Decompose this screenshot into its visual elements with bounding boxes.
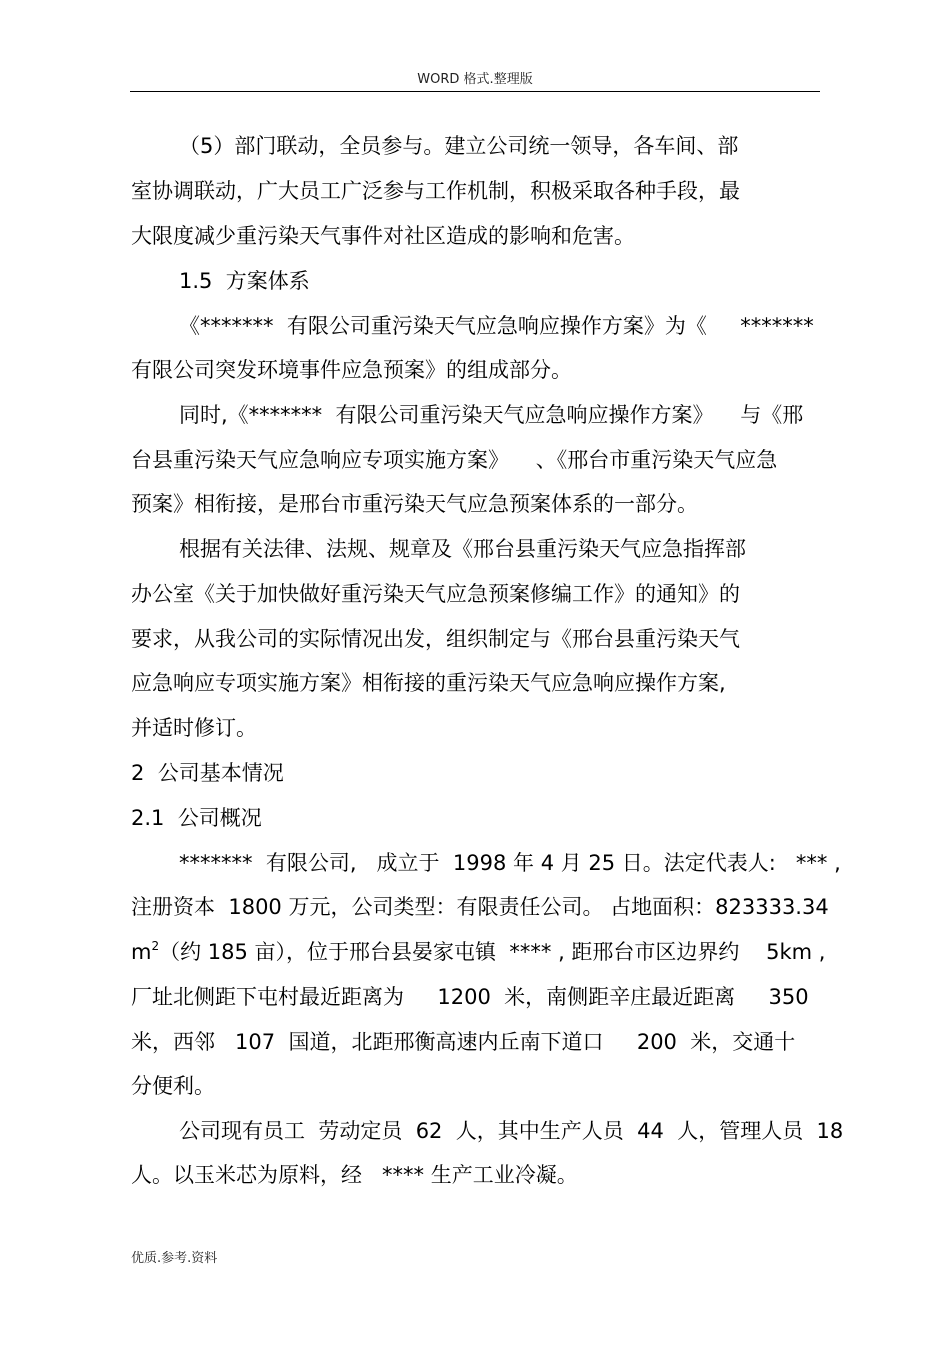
- area-unit-superscript: 2: [151, 939, 160, 953]
- paragraph-line: 室协调联动，广大员工广泛参与工作机制，积极采取各种手段，最: [131, 179, 740, 203]
- paragraph-line: 同时,《******* 有限公司重污染天气应急响应操作方案》 与《邢: [179, 403, 804, 427]
- paragraph-line-text: （约 185 亩），位于邢台县晏家屯镇 **** , 距邢台市区边界约 5km ,: [159, 940, 826, 964]
- section-heading: 2 公司基本情况: [131, 761, 284, 785]
- paragraph-line: 厂址北侧距下屯村最近距离为 1200 米，南侧距辛庄最近距离 350: [131, 985, 809, 1009]
- section-heading: 1.5 方案体系: [179, 269, 310, 293]
- page-footer: 优质.参考.资料: [131, 1251, 218, 1266]
- paragraph-line: 台县重污染天气应急响应专项实施方案》 、《邢台市重污染天气应急: [131, 448, 778, 472]
- paragraph-line: 注册资本 1800 万元，公司类型：有限责任公司。 占地面积：823333.34: [131, 895, 829, 919]
- paragraph-line: 应急响应专项实施方案》相衔接的重污染天气应急响应操作方案,: [131, 671, 726, 695]
- paragraph-line: 大限度减少重污染天气事件对社区造成的影响和危害。: [131, 224, 635, 248]
- paragraph-line: 办公室《关于加快做好重污染天气应急预案修编工作》的通知》的: [131, 582, 740, 606]
- paragraph-line: 《******* 有限公司重污染天气应急响应操作方案》为《 *******: [179, 314, 814, 338]
- paragraph-line: 分便利。: [131, 1074, 215, 1098]
- paragraph-line: （5）部门联动，全员参与。建立公司统一领导，各车间、部: [179, 134, 739, 158]
- paragraph-line: [131, 938, 825, 966]
- paragraph-line: 要求，从我公司的实际情况出发，组织制定与《邢台县重污染天气: [131, 627, 740, 651]
- subsection-heading: 2.1 公司概况: [131, 806, 262, 830]
- paragraph-line: 并适时修订。: [131, 716, 257, 740]
- paragraph-line: 有限公司突发环境事件应急预案》的组成部分。: [131, 358, 572, 382]
- paragraph-line: 根据有关法律、法规、规章及《邢台县重污染天气应急指挥部: [179, 537, 746, 561]
- paragraph-line: ******* 有限公司, 成立于 1998 年 4 月 25 日。法定代表人: *** ,: [179, 851, 841, 875]
- paragraph-line: 公司现有员工 劳动定员 62 人，其中生产人员 44 人，管理人员 18: [179, 1119, 844, 1143]
- paragraph-line: 预案》相衔接，是邢台市重污染天气应急预案体系的一部分。: [131, 492, 698, 516]
- paragraph-line: 米，西邻 107 国道，北距邢衡高速内丘南下道口 200 米，交通十: [131, 1030, 796, 1054]
- paragraph-line: 人。以玉米芯为原料，经 **** 生产工业冷凝。: [131, 1163, 578, 1187]
- header-rule: [130, 91, 820, 92]
- area-unit: m: [131, 940, 152, 964]
- page-header: WORD 格式.整理版: [417, 72, 533, 87]
